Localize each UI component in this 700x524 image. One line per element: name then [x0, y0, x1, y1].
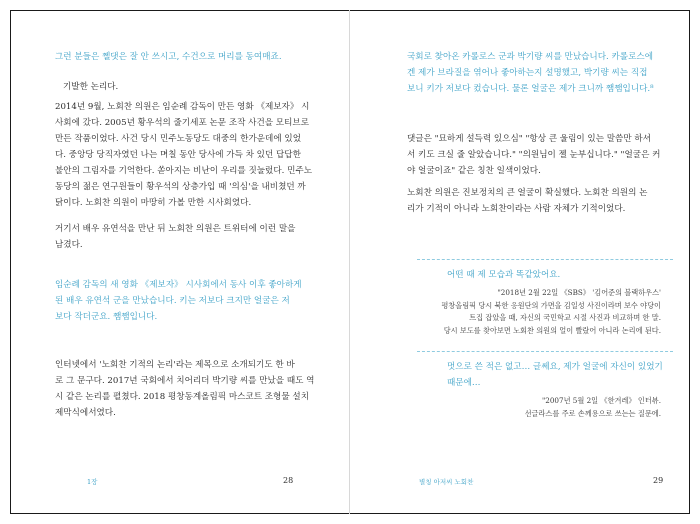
- citation-2: [525, 395, 661, 420]
- text-line: 만든 작품이었다. 사건 당시 민주노동당도 대중의 한가운데에 있었: [55, 134, 301, 144]
- text-line: 선글라스를 주로 손께용으로 쓰는는 질문에.: [524, 408, 661, 418]
- divider: [417, 259, 673, 260]
- text-line: 사회에 갔다. 2005년 황우석의 줄기세포 논문 조작 사건을 모티브로: [55, 118, 309, 128]
- text-line: 인터넷에서 '노회찬 기적의 논리'라는 제목으로 소개되기도 한 바: [55, 360, 295, 370]
- text-line: 리가 기적이 아니라 노회찬이라는 사람 자체가 기적이었다.: [407, 204, 626, 214]
- divider: [417, 351, 673, 352]
- left-page: [11, 11, 350, 515]
- left-quote: [55, 49, 282, 65]
- book-title-label: 별칭 아저씨 노회찬: [419, 478, 474, 486]
- quote-2: [447, 359, 673, 391]
- text-line: 국회로 찾아온 카롤로스 군과 박기량 씨를 만났습니다. 카롤로스에: [407, 52, 653, 62]
- text-line: 당시 보도를 찾아보면 노회찬 의원의 얼이 빨랐어 아니라 논리에 된다.: [443, 325, 661, 335]
- text-line: 동당의 젊은 연구원들이 황우석의 상층가입 때 '의심'을 내비쳤던 까: [55, 182, 306, 192]
- text-line: 2014년 9월, 노회찬 의원은 임순례 감독이 만든 영화 《제보자》 시: [55, 102, 310, 112]
- text-line: 다. 중앙당 당직자였던 나는 며칠 동안 당사에 가득 차 있던 답답한: [55, 150, 301, 160]
- book-spread: [10, 10, 690, 514]
- text-line: "2007년 5월 2일 《한겨레》 인터뷰.: [541, 396, 661, 405]
- right-page: [351, 11, 691, 515]
- text-line: "2018년 2월 22일 《SBS》 '김어준의 블랙하우스': [497, 288, 661, 297]
- text-line: 된 배우 유연석 군을 만났습니다. 키는 저보다 크지만 얼굴은 저: [55, 296, 290, 306]
- text-line: 겐 제가 브라질을 엮어나 좋아하는지 설명했고, 박기량 씨는 직접: [407, 68, 648, 78]
- right-para-1: [407, 131, 660, 179]
- text-line: 노회찬 의원은 진보정치의 큰 얼굴이 확실했다. 노회찬 의원의 논: [407, 188, 648, 198]
- page-number: 29: [653, 476, 664, 485]
- text-line: 보니 키가 저보다 컸습니다. 물론 얼굴은 제가 크니까 쨈쨈입니다.⁸: [407, 84, 654, 94]
- text-line: 평창올림픽 당시 북한 응원단의 가면을 김일성 사진이라며 보수 야당이: [441, 300, 661, 310]
- text-line: 거기서 배우 유연석을 만난 뒤 노회찬 의원은 트위터에 이런 말을: [55, 224, 296, 234]
- text-line: 멋으로 쓴 적은 없고… 글쎄요, 제가 얼굴에 자신이 있었기: [447, 362, 663, 372]
- text-line: 시 같은 논리를 펼쳤다. 2018 평창동계올림픽 마스코트 조형물 설치: [55, 392, 309, 402]
- text-line: 야 얼굴이죠" 같은 칭찬 일색이었다.: [407, 166, 541, 176]
- text-line: 보다 작더군요. 쨈쨈입니다.: [55, 312, 158, 322]
- text-line: 불안의 그림자를 기억한다. 쏟아지는 비난이 우리를 짓눌렀다. 민주노: [55, 166, 313, 176]
- page-gutter: [349, 10, 350, 514]
- text-line: 때문에…: [447, 378, 481, 388]
- chapter-label: 1장: [87, 478, 98, 486]
- text-line: 기발한 논리다.: [63, 82, 119, 92]
- text-line: 로 그 문구다. 2017년 국회에서 치어리더 박기량 씨를 만났을 때도 역: [55, 376, 315, 386]
- text-line: 그런 분들은 쩰댓은 잘 안 쓰시고, 수건으로 머리를 동여매죠.: [55, 52, 282, 62]
- left-para-3: [55, 221, 295, 253]
- text-line: 댓글은 "묘하게 설득력 있으심" "항상 큰 울림이 있는 말씀만 하셔: [407, 134, 651, 144]
- citation-1: [441, 287, 661, 337]
- tweet-quote: [55, 277, 302, 325]
- left-para-2: [55, 99, 325, 211]
- text-line: 서 키도 크실 줄 알았습니다." "의원님이 젤 눈부십니다." "얼굴은 커: [407, 150, 661, 160]
- text-line: 트집 잡았을 때, 자신의 국민학교 시절 사진과 비교하며 한 말.: [469, 313, 661, 322]
- left-para-1: [63, 79, 118, 95]
- left-para-4: [55, 357, 314, 421]
- page-number: 28: [283, 476, 294, 485]
- text-line: 남겼다.: [55, 240, 83, 250]
- text-line: 닭이다. 노회찬 의원이 마땅히 가볼 만한 시사회였다.: [55, 198, 252, 208]
- right-para-2: [407, 185, 647, 217]
- text-line: 제막식에서였다.: [55, 408, 116, 418]
- right-quote: [407, 49, 669, 97]
- text-line: 임순례 감독의 새 영화 《제보자》 시사회에서 동사 이후 좋아하게: [55, 280, 302, 290]
- quote-1: [447, 267, 560, 283]
- text-line: 어떤 때 제 모습과 똑같았어요.: [447, 270, 561, 280]
